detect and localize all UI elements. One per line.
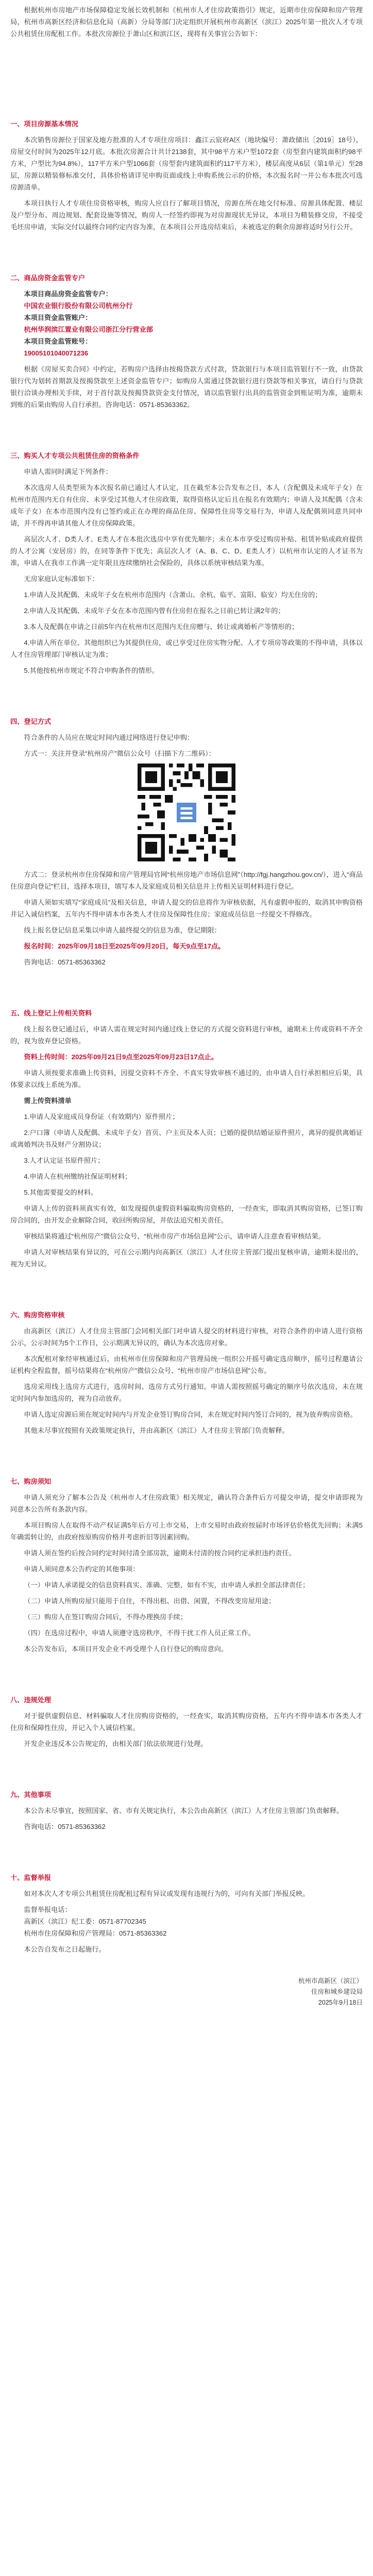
s7-paragraph-2: 本项目购房人在取得不动产权证满5年后方可上市交易，上市交易时由政府按届时市场评估价格优先回购；未满5年确需转让的，由政府按原购房价格并考虑折旧等因素回购。 — [10, 1521, 363, 1541]
section-title-7: 七、购房须知 — [10, 1478, 52, 1485]
s6-paragraph-5: 其他未尽事宜按照有关政策规定执行，并由高新区（滨江）人才住房主管部门负责解释。 — [24, 1427, 289, 1434]
s8-paragraph-2: 开发企业违反本公告规定的，由相关部门依法依规进行处理。 — [24, 1740, 208, 1748]
s10-contact-2: 高新区（滨江）纪工委：0571-87702345 — [24, 1918, 146, 1925]
s2-line-4: 杭州华润滨江置业有限公司浙江分行营业部 — [24, 326, 153, 333]
section-title-9: 九、其他事项 — [10, 1791, 52, 1799]
section-title-2: 二、商品房资金监管专户 — [10, 274, 86, 282]
s4-hotline: 咨询电话：0571-85363362 — [24, 958, 106, 966]
s5-paragraph-1: 线上报名登记通过后，申请人需在规定时间内通过线上登记的方式提交资料进行审核，逾期未上传或资料不齐全的，视为放弃登记资格。 — [10, 1025, 363, 1045]
s5-paragraph-5: 审核结果将通过“杭州房产”微信公众号、“杭州市房产市场信息网”公示，请申请人注意查看审核结果。 — [24, 1232, 326, 1240]
s3-item-1: 1.申请人及其配偶、未成年子女在杭州市范围内（含萧山、余杭、临平、富阳、临安）均无住房的； — [24, 591, 322, 599]
section-title-10: 十、监督举报 — [10, 1874, 52, 1882]
s7-item-1: （一）申请人承诺提交的信息资料真实、准确、完整，如有不实，由申请人承担全部法律责任； — [24, 1581, 310, 1589]
s4-paragraph-2: 方式一：关注并登录“杭州房产”微信公众号（扫描下方二维码）： — [24, 750, 215, 757]
s5-item-3: 3.人才认定证书原件照片； — [24, 1157, 105, 1164]
s9-paragraph-2: 咨询电话：0571-85363362 — [24, 1823, 106, 1831]
s5-item-2: 2.户口簿（申请人及配偶、未成年子女）首页、户主页及本人页；已婚的提供结婚证原件照片，离异的提供离婚证或离婚判决书及财产分割协议； — [10, 1129, 363, 1148]
s10-paragraph-2: 本公告自发布之日起施行。 — [24, 1945, 106, 1953]
s3-item-4: 4.申请人所在单位、其他组织已为其提供住房，或已享受过住房实物分配、人才专项房等政策的不得申请，具体以人才住房管理部门审核认定为准； — [10, 639, 363, 658]
s5-upload-time: 资料上传时间：2025年09月21日9点至2025年09月23日17点止。 — [24, 1053, 218, 1061]
section-title-6: 六、购房资格审核 — [10, 1311, 65, 1319]
s10-contact-1: 监督举报电话： — [24, 1906, 72, 1913]
intro-paragraph: 根据杭州市房地产市场保障稳定发展长效机制和《杭州市人才住房政策指引》规定，近期市住房保障和房产管理局，杭州市高新区经济和信息化局（高新）分局等部门决定组织开展杭州市高新区（滨江）2025年第一批次人才专项公共租赁住房配租工作。本批次房源位于萧山区和滨江区，现将有关事宜公告如下： — [10, 6, 363, 38]
s7-paragraph-1: 申请人须充分了解本公告及《杭州市人才住房政策》相关规定，确认符合条件后方可提交申请，提交申请即视为同意本公告所有条款内容。 — [10, 1494, 363, 1513]
s1-paragraph-1: 本次销售房源位于国家及地方批准的人才专项住房项目：鑫江云宸府A区（地块编号：萧政储出［2019］18号），房屋交付时间为2025年12月底。本批次房源合计共计2138套，其中98平方米户型1072套（房型套内建筑面积约98平方米，户型比为94.8%），117平方米户型1066套（房型套内建筑面积约117平方米），楼层高度从6层（第1单元）至28层，房源以精装修标准交付，具体价格请详见申购页面或线上申购系统公示的价格，本次报名时一并公布本批次可选房源清单。 — [10, 136, 363, 191]
section-title-1: 一、项目房源基本情况 — [10, 120, 78, 128]
s4-paragraph-4: 申请人须如实填写“家庭成员”及相关信息，申请人提交的信息将作为审核依据，凡有虚假申报的，取消其申购资格并记入诚信档案，五年内不得申请本市各类人才住房及保障性住房；家庭成员信息一经提交不得修改。 — [10, 899, 363, 918]
s3-paragraph-4: 无房家庭认定标准如下： — [24, 575, 99, 583]
s5-item-4: 4.申请人在杭州缴纳社保证明材料； — [24, 1173, 132, 1180]
s8-paragraph-1: 对于提供虚假信息、材料骗取人才住房购房资格的，一经查实，取消其购房资格，五年内不得申请本市各类人才住房和保障性住房，并记入个人诚信档案。 — [10, 1712, 363, 1732]
section-title-4: 四、登记方式 — [10, 718, 52, 725]
s5-paragraph-6: 申请人对审核结果有异议的，可在公示期内向高新区（滨江）人才住房主管部门提出复核申请，逾期未提出的，视为无异议。 — [10, 1248, 363, 1268]
s2-line-3: 本项目资金监管账户： — [24, 314, 92, 321]
s2-line-5: 本项目资金监管账号： — [24, 337, 92, 345]
s2-line-2: 中国农业银行股份有限公司杭州分行 — [24, 302, 133, 310]
s10-paragraph-1: 如对本次人才专项公共租赁住房配租过程有异议或发现有违规行为的，可向有关部门举报反映。 — [24, 1890, 310, 1897]
issuer-org-1: 杭州市高新区（滨江） — [298, 1977, 363, 1985]
qr-code-icon — [138, 764, 235, 861]
document-page — [10, 4, 363, 2008]
s7-paragraph-3: 申请人须在签约后按合同约定时间付清全部房款，逾期未付清的按合同约定承担违约责任。 — [24, 1549, 296, 1557]
s1-paragraph-2: 本项目执行人才专项住房资格审核，购房人应自行了解项目情况，房源在所在地交付标准、房源具体配置、楼层及户型分布、周边规划、配套设施等情况，购房人一经签约即视为对房源现状无异议，本项目为精装修交房，不接受毛坯房申请，实际交付以最终合同约定内容为准，在本项目公开选房结束后，未被选定的剩余房源将适时另行公开。 — [10, 199, 363, 231]
s3-paragraph-1: 申请人需同时满足下列条件： — [24, 468, 112, 476]
s7-item-4: （四）在选房过程中，申请人须遵守选房秩序，不得干扰工作人员正常工作。 — [24, 1629, 255, 1637]
s4-paragraph-1: 符合条件的人员应在规定时间内通过网络进行登记申购： — [24, 734, 194, 741]
s5-item-1: 1.申请人及家庭成员身份证（有效期内）原件照片； — [24, 1113, 179, 1121]
s3-paragraph-2: 本次选房人员类型须为本次报名前已通过人才认定，且在截至本公告发布之日，本人（含配偶及未成年子女）在杭州市范围内无自有住房、未享受过其他人才住房政策，取得资格认定后且在报名有效期内；申请人及其配偶（含未成年子女）在本市范围内没有已签约或正在办理的商品住房、保障性住房等交易行为，申请人及配偶须同意共同申请，并不得再申请其他人才住房保障政策。 — [10, 484, 363, 527]
s4-registration-time: 报名时间：2025年09月18日至2025年09月20日，每天9点至17点。 — [24, 942, 225, 950]
s4-paragraph-3: 方式二：登录杭州市住房保障和房产管理局官网“杭州房地产市场信息网”（http://fgj.hangzhou.gov.cn/），进入“商品住房意向登记”栏目，选择本项目，填写本人及家庭成员相关信息并上传相关证明材料进行登记。 — [10, 871, 363, 890]
issuer-block — [10, 1976, 363, 2008]
s10-contact-3: 杭州市住房保障和房产管理局：0571-85363362 — [24, 1929, 167, 1937]
s5-paragraph-3: 申请人须按要求准确上传资料，因提交资料不齐全、不真实导致审核不通过的，由申请人自行承担相应后果，具体要求以线上系统为准。 — [10, 1069, 363, 1089]
section-title-5: 五、线上登记上传相关资料 — [10, 1009, 92, 1017]
s2-line-6: 19005101040071236 — [24, 349, 89, 357]
s6-paragraph-3: 选房采用线上选房方式进行，选房时间、选房方式另行通知。申请人需按照摇号确定的顺序号依次选房，未在规定时间内参加选房的，视为自动放弃。 — [10, 1383, 363, 1402]
s7-paragraph-4: 申请人须同意本公告约定的其他事项： — [24, 1565, 140, 1573]
s7-item-2: （二）申请人所购房屋只能用于自住，不得出租、出借、闲置，不得改变房屋用途； — [24, 1597, 276, 1605]
s2-line-1: 本项目商品房资金监管专户： — [24, 290, 112, 298]
s9-paragraph-1: 本公告未尽事宜，按照国家、省、市有关规定执行，本公告由高新区（滨江）人才住房主管部门负责解释。 — [24, 1807, 344, 1815]
s2-paragraph: 根据《房屋买卖合同》中约定，若购房户选择由按揭贷款方式付款，贷款银行与本项目监管银行不一致，由贷款银行代为划转首期款及按揭贷款至上述资金监管专户；如购房人需通过贷款银行进行贷款等相关事宜，请自行与贷款银行洽谈办理相关手续，对于首付款及按揭贷款资金支付情况，请以监管银行出具的监管资金到账证明为准，逾期未到账的后果由购房人自行承担。咨询电话：0571-85363362。 — [10, 365, 363, 409]
issue-date: 2025年9月18日 — [318, 1999, 363, 2006]
section-title-3: 三、购买人才专项公共租赁住房的资格条件 — [10, 452, 140, 460]
issuer-org-2: 住房和城乡建设局 — [311, 1988, 363, 1995]
section-title-8: 八、违规处理 — [10, 1696, 52, 1704]
s3-item-3: 3.本人及配偶在申请之日前5年内在杭州市区范围内无住房赠与、转让或离婚析产等情形的； — [24, 623, 299, 631]
s6-paragraph-1: 由高新区（滨江）人才住房主管部门会同相关部门对申请人提交的材料进行审核，对符合条件的申请人进行资格公示，公示时间为5个工作日，公示期满无异议的，确认为本次选房对象。 — [10, 1327, 363, 1347]
s3-paragraph-3: 高层次人才、D类人才、E类人才在本批次选房中享有优先顺序；未在本市享受过购房补贴、租赁补贴或政府提供的人才公寓（安居房）的，在同等条件下优先；高层次人才（A、B、C、D、E类人才）以杭州市认定的人才证书为准，申请人在我市工作满一定年限且连续缴纳社会保险的，具体以系统审核结果为准。 — [10, 535, 363, 567]
s3-item-5: 5.其他按杭州市规定不符合申购条件的情形。 — [24, 667, 159, 674]
s7-item-3: （三）购房人在签订购房合同后，不得办理换房手续； — [24, 1613, 187, 1621]
s5-subheading: 需上传资料清单 — [24, 1097, 72, 1105]
s5-item-5: 5.其他需要提交的材料。 — [24, 1189, 98, 1196]
s6-paragraph-2: 本次配租对象经审核通过后，由杭州市住房保障和房产管理局统一组织公开摇号确定选房顺序，摇号过程邀请公证机构全程监督，摇号结果将在“杭州房产”微信公众号、“杭州市房产市场信息网”公布。 — [10, 1355, 363, 1375]
s7-paragraph-5: 本公告发布后，本项目开发企业不再受理个人自行登记的购房意向。 — [24, 1645, 228, 1653]
s5-paragraph-4: 申请人上传的资料须真实有效，如发现提供虚假资料骗取购房资格的，一经查实，即取消其购房资格，已签订购房合同的，由开发企业解除合同，收回所购房屋，并依法追究相关责任。 — [10, 1205, 363, 1224]
s3-item-2: 2.申请人及其配偶、未成年子女在本市范围内曾有住房但在报名之日前已转让满2年的； — [24, 607, 285, 615]
qr-code — [138, 764, 235, 861]
s6-paragraph-4: 申请人选定房源后须在规定时间内与开发企业签订购房合同，未在规定时间内签订合同的，视为放弃购房资格。 — [24, 1411, 357, 1418]
s4-paragraph-5: 线上报名登记信息采集以申请人最终提交的信息为准，登记期限： — [24, 926, 221, 934]
